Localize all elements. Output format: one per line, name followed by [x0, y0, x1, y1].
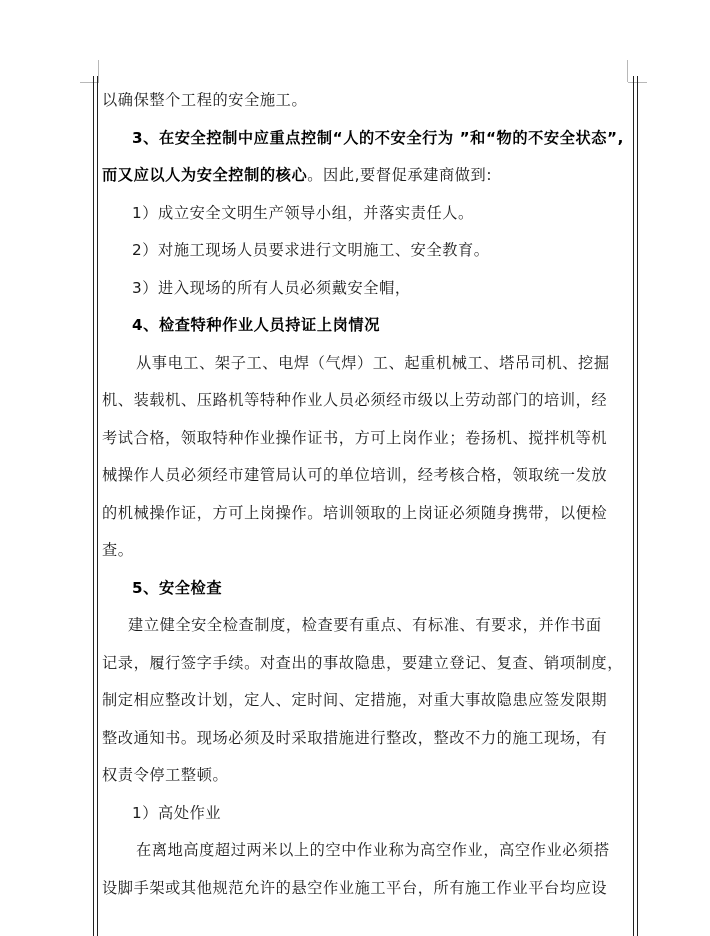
paragraph-line: 权责令停工整顿。: [102, 766, 229, 784]
paragraph-line: 在离地高度超过两米以上的空中作业称为高空作业，高空作业必须搭: [136, 841, 610, 859]
paragraph-line: [102, 157, 632, 195]
line-text: 。因此,要督促承建商做到:: [307, 166, 493, 184]
subsection-heading: 1）高处作业: [132, 803, 222, 822]
paragraph-line: 设脚手架或其他规范允许的悬空作业施工平台，所有施工作业平台均应设: [102, 878, 608, 897]
table-cell-content: [102, 82, 632, 907]
paragraph-line: 机、装载机、压路机等特种作业人员必须经市级以上劳动部门的培训，经: [102, 391, 608, 409]
paragraph-line: 建立健全安全检查制度，检查要有重点、有标准、有要求，并作书面: [128, 616, 602, 634]
paragraph-line: 以确保整个工程的安全施工。: [102, 91, 308, 109]
section-heading-5: 5、安全检查: [132, 578, 223, 597]
bold-emphasis: 而又应以人为安全控制的核心: [102, 166, 308, 184]
paragraph-line: 查。: [102, 541, 134, 559]
list-item: 3）进入现场的所有人员必须戴安全帽，: [132, 278, 411, 297]
paragraph-line: 从事电工、架子工、电焊（气焊）工、起重机械工、塔吊司机、挖掘: [136, 353, 610, 372]
paragraph-line: 械操作人员必须经市建管局认可的单位培训，经考核合格，领取统一发放: [102, 466, 608, 484]
section-heading-4: 4、检查特种作业人员持证上岗情况: [132, 316, 380, 334]
list-item: 1）成立安全文明生产领导小组，并落实责任人。: [132, 203, 474, 222]
paragraph-line: 的机械操作证，方可上岗操作。培训领取的上岗证必须随身携带，以便检: [102, 503, 608, 522]
paragraph-line: 考试合格，领取特种作业操作证书，方可上岗作业；卷扬机、搅拌机等机: [102, 428, 608, 447]
list-item: 2）对施工现场人员要求进行文明施工、安全教育。: [132, 241, 490, 259]
paragraph-line: 记录，履行签字手续。对查出的事故隐患，要建立登记、复查、销项制度，: [102, 653, 623, 672]
paragraph-line: 制定相应整改计划，定人、定时间、定措施，对重大事故隐患应签发限期: [102, 691, 608, 709]
paragraph-line: 整改通知书。现场必须及时采取措施进行整改，整改不力的施工现场，有: [102, 728, 608, 747]
section-heading-3: 3、在安全控制中应重点控制“人的不安全行为 ”和“物的不安全状态”,: [132, 128, 625, 147]
